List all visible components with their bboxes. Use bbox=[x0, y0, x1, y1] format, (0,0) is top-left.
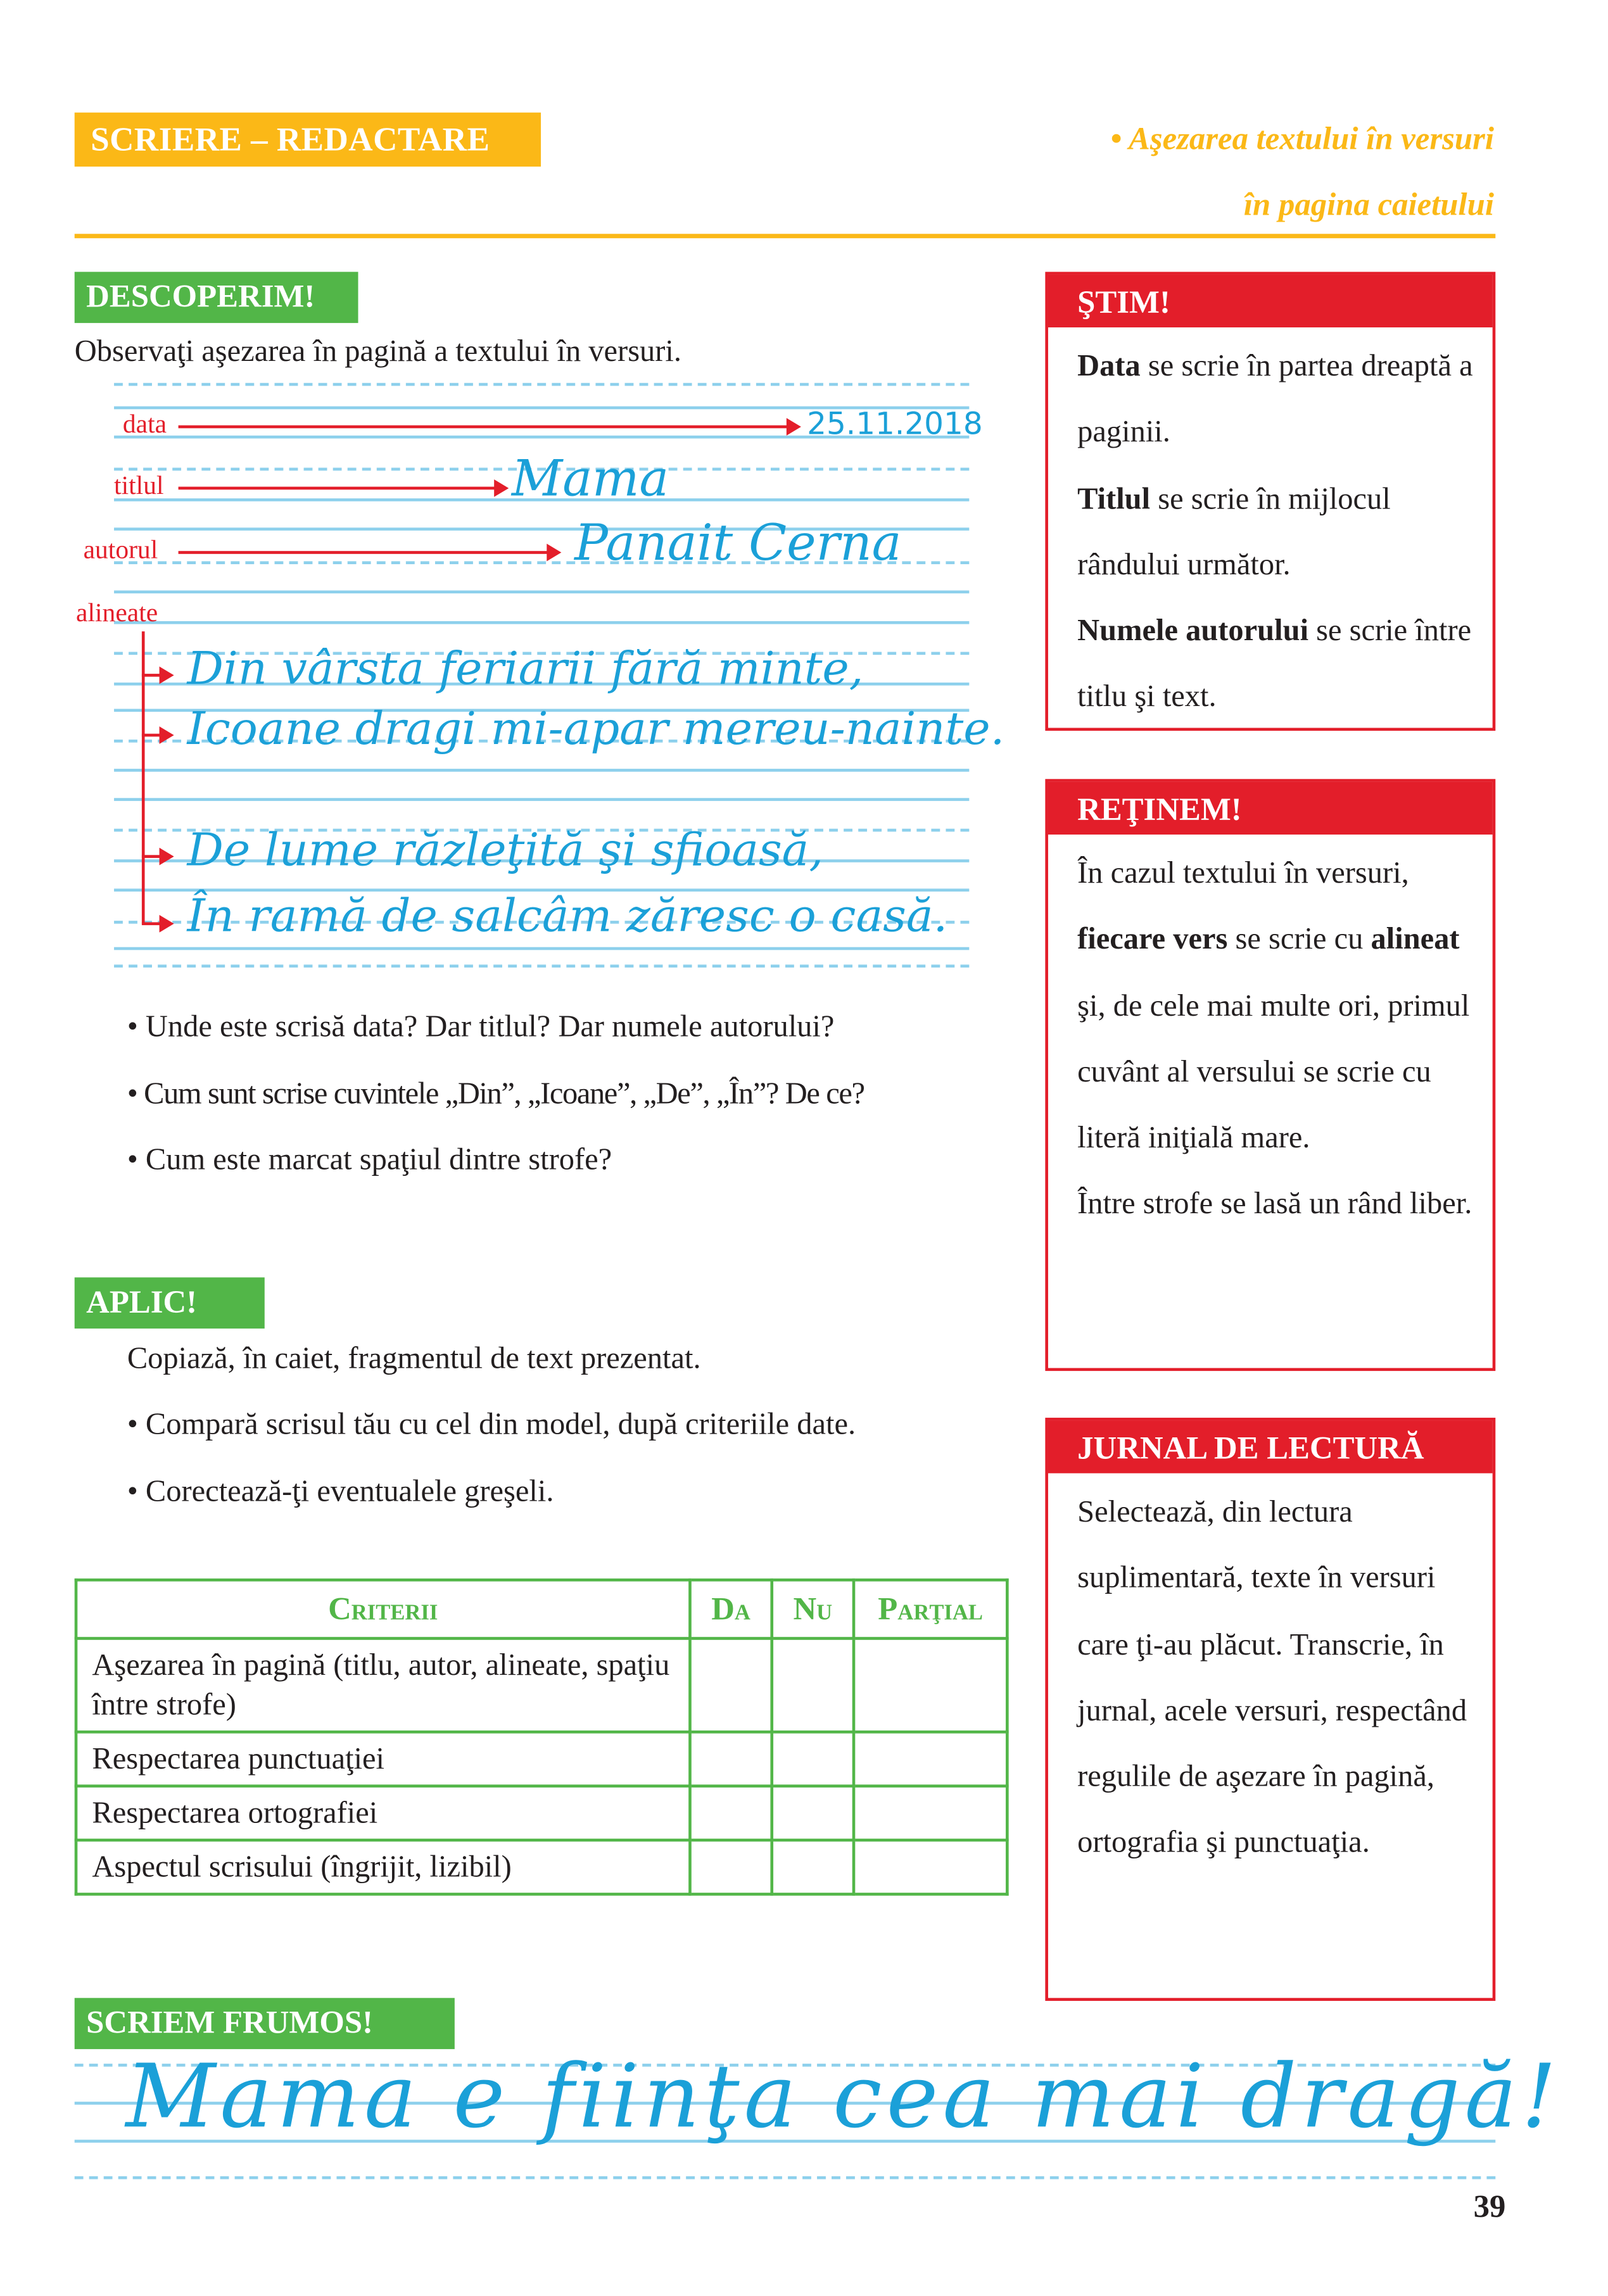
table-row bbox=[76, 1732, 1007, 1786]
question-3: • Cum este marcat spaţiul dintre strofe? bbox=[127, 1141, 612, 1177]
col-partial: Parţial bbox=[854, 1580, 1007, 1638]
table-row bbox=[76, 1840, 1007, 1894]
aplic-bullet-1: • Compară scrisul tău cu cel din model, după criteriile date. bbox=[127, 1406, 856, 1441]
stim-text-3: se scrie între titlu şi text. bbox=[1077, 612, 1472, 714]
cell-partial[interactable] bbox=[854, 1840, 1007, 1894]
jurnal-body: Selectează, din lectura suplimentară, texte în versuri care ţi-au plăcut. Transcrie, în jurnal, acele versuri, respectând regulile de aşezare în pagină, ortografia şi punctuaţia. bbox=[1077, 1493, 1467, 1860]
cell-yes[interactable] bbox=[690, 1638, 771, 1732]
table-row bbox=[76, 1638, 1007, 1732]
table-row bbox=[76, 1786, 1007, 1840]
question-1: • Unde este scrisă data? Dar titlul? Dar numele autorului? bbox=[127, 1008, 835, 1044]
stim-term-author: Numele autorului bbox=[1077, 612, 1309, 648]
cell-yes[interactable] bbox=[690, 1840, 771, 1894]
cell-partial[interactable] bbox=[854, 1732, 1007, 1786]
col-criteria: Criterii bbox=[76, 1580, 690, 1638]
cell-no[interactable] bbox=[772, 1732, 854, 1786]
retinem-term-alineat: alineat bbox=[1371, 921, 1460, 957]
col-yes: Da bbox=[690, 1580, 771, 1638]
verse-3: De lume răzleţită şi sfioasă, bbox=[187, 824, 824, 877]
stim-title: ŞTIM! bbox=[1048, 275, 1493, 327]
stim-term-date: Data bbox=[1077, 348, 1141, 383]
label-indent: alineate bbox=[76, 598, 158, 628]
jurnal-title: JURNAL DE LECTURĂ bbox=[1048, 1421, 1493, 1473]
arrow-title-icon bbox=[179, 487, 497, 490]
sample-date: 25.11.2018 bbox=[807, 406, 983, 442]
arrow-indent-3-icon bbox=[142, 855, 162, 858]
arrow-date-icon bbox=[179, 426, 790, 429]
cell-partial[interactable] bbox=[854, 1638, 1007, 1732]
label-date: data bbox=[122, 409, 167, 439]
topic-title-line2: în pagina caietului bbox=[1243, 186, 1494, 222]
label-author: autorul bbox=[83, 534, 158, 564]
jurnal-box bbox=[1045, 1418, 1495, 2001]
criteria-header-row bbox=[76, 1580, 1007, 1638]
retinem-text-2: se scrie cu bbox=[1227, 921, 1371, 957]
section-tag: SCRIERE – REDACTARE bbox=[75, 113, 541, 167]
retinem-term-vers: fiecare vers bbox=[1077, 921, 1228, 957]
retinem-title: REŢINEM! bbox=[1048, 782, 1493, 835]
stim-box bbox=[1045, 272, 1495, 731]
sample-author: Panait Cerna bbox=[574, 514, 902, 573]
stim-body bbox=[1048, 327, 1493, 731]
criterion-label: Respectarea punctuaţiei bbox=[76, 1732, 690, 1786]
descoperim-instruction: Observaţi aşezarea în pagină a textului în versuri. bbox=[74, 333, 682, 369]
question-2: • Cum sunt scrise cuvintele „Din”, „Icoane”, „De”, „În”? De ce? bbox=[127, 1075, 864, 1111]
retinem-text-4: Între strofe se lasă un rând liber. bbox=[1077, 1186, 1472, 1221]
cell-yes[interactable] bbox=[690, 1786, 771, 1840]
descoperim-tag: DESCOPERIM! bbox=[75, 272, 358, 323]
retinem-box bbox=[1045, 779, 1495, 1371]
criteria-table bbox=[75, 1579, 1009, 1896]
criterion-label: Respectarea ortografiei bbox=[76, 1786, 690, 1840]
page-number: 39 bbox=[1473, 2188, 1506, 2225]
verse-1: Din vârsta feriarii fără minte, bbox=[187, 643, 864, 696]
header-divider bbox=[75, 234, 1496, 238]
aplic-instruction: Copiază, în caiet, fragmentul de text prezentat. bbox=[127, 1340, 701, 1376]
sample-title: Mama bbox=[511, 450, 669, 509]
stim-text-2: se scrie în mijlocul rândului următor. bbox=[1077, 480, 1391, 582]
arrow-indent-4-icon bbox=[142, 922, 162, 925]
cell-yes[interactable] bbox=[690, 1732, 771, 1786]
label-title: titlul bbox=[114, 470, 164, 500]
stim-text-1: se scrie în partea dreaptă a paginii. bbox=[1077, 348, 1473, 450]
cell-no[interactable] bbox=[772, 1786, 854, 1840]
aplic-bullet-2: • Corectează-ţi eventualele greşeli. bbox=[127, 1473, 554, 1509]
scriem-frumos-tag: SCRIEM FRUMOS! bbox=[75, 1998, 455, 2049]
arrow-author-icon bbox=[179, 551, 550, 554]
retinem-text-3: şi, de cele mai multe ori, primul cuvânt al versului se scrie cu literă iniţială mare. bbox=[1077, 987, 1470, 1155]
stim-term-title: Titlul bbox=[1077, 480, 1151, 515]
verse-4: În ramă de salcâm zăresc o casă. bbox=[187, 890, 948, 943]
aplic-tag: APLIC! bbox=[75, 1277, 265, 1328]
arrow-indent-1-icon bbox=[142, 674, 162, 677]
handwriting-sentence: Mama e fiinţa cea mai dragă! bbox=[125, 2046, 1561, 2149]
retinem-body bbox=[1048, 835, 1493, 1238]
criterion-label: Aşezarea în pagină (titlu, autor, alineate, spaţiu între strofe) bbox=[76, 1638, 690, 1732]
arrow-indent-2-icon bbox=[142, 734, 162, 737]
cell-partial[interactable] bbox=[854, 1786, 1007, 1840]
topic-title-line1: • Aşezarea textului în versuri bbox=[1110, 120, 1494, 156]
cell-no[interactable] bbox=[772, 1638, 854, 1732]
cell-no[interactable] bbox=[772, 1840, 854, 1894]
col-no: Nu bbox=[772, 1580, 854, 1638]
retinem-text-1: În cazul textului în versuri, bbox=[1077, 855, 1409, 890]
verse-2: Icoane dragi mi-apar mereu-nainte. bbox=[187, 703, 1005, 756]
criterion-label: Aspectul scrisului (îngrijit, lizibil) bbox=[76, 1840, 690, 1894]
